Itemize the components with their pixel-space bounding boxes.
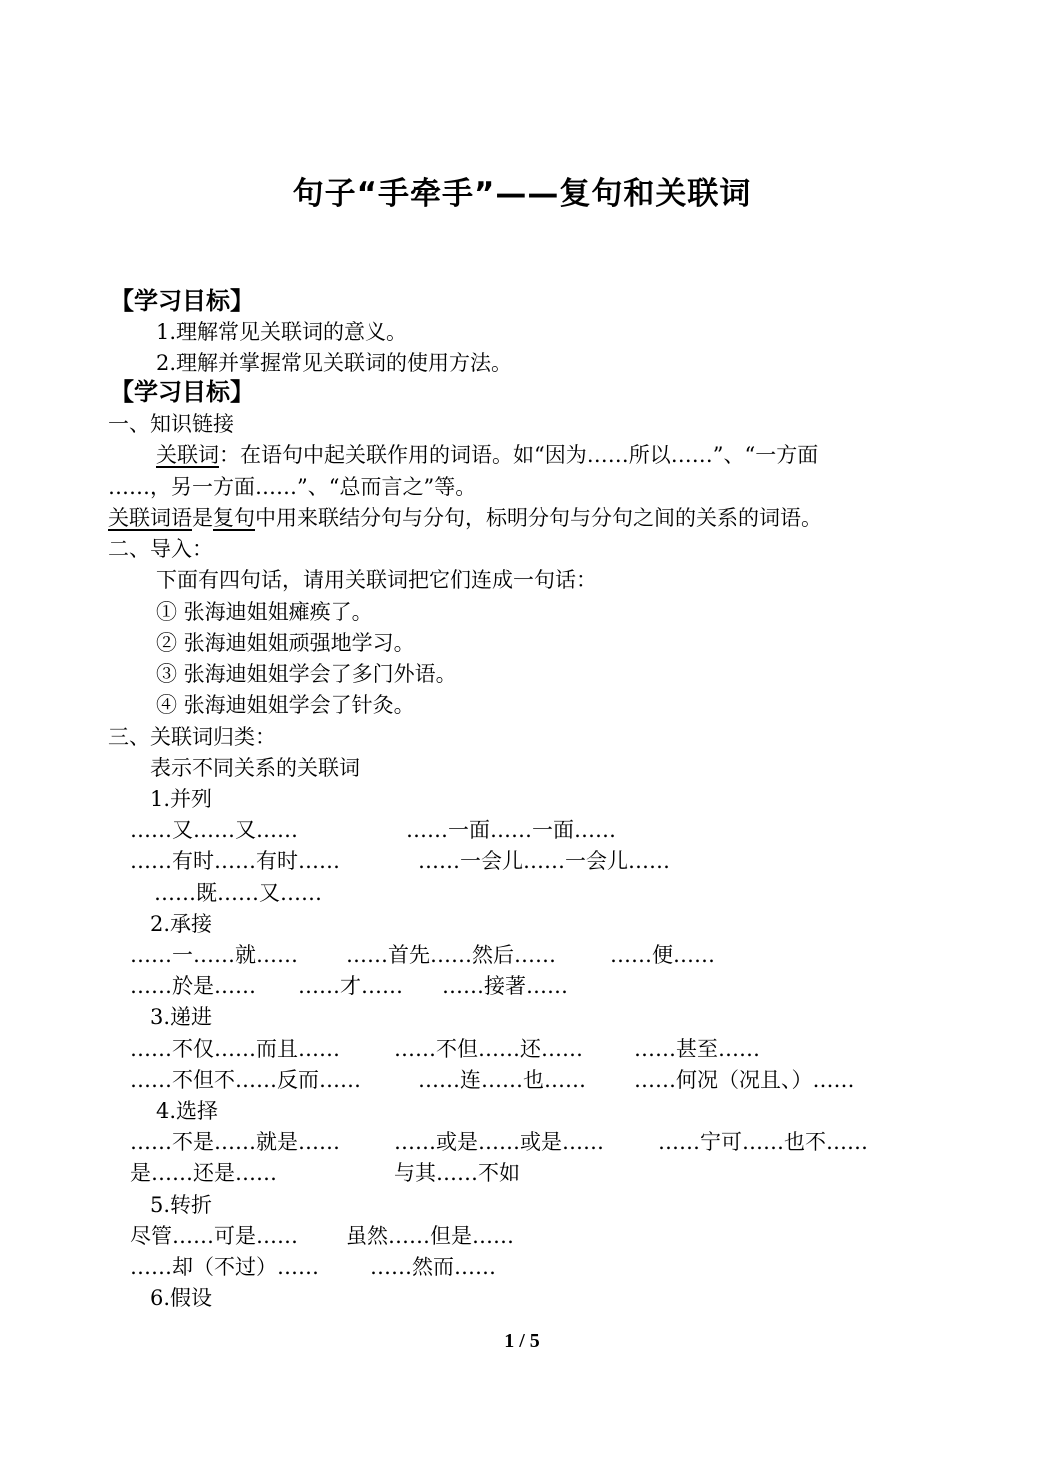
group-label-chengjie: 2.承接 [150, 912, 213, 936]
connective: ……接著…… [442, 974, 568, 998]
goal-item-2: 2.理解并掌握常见关联词的使用方法。 [156, 351, 513, 375]
term-guanlianci: 关联词 [156, 443, 219, 467]
term-guanliancyu: 关联词语 [108, 506, 192, 530]
connective: ……又……又…… [130, 818, 298, 842]
intro-item: ③ 张海迪姐姐学会了多门外语。 [156, 662, 457, 686]
classify-heading: 三、关联词归类： [108, 725, 276, 749]
explanation-mid: 是 [192, 506, 213, 530]
definition-text: ：在语句中起关联作用的词语。如“因为……所以……”、“一方面 [219, 443, 819, 467]
goal-item-1: 1.理解常见关联词的意义。 [156, 320, 408, 344]
connective: ……何况（况且、）…… [634, 1068, 855, 1092]
connective: ……一……就…… [130, 943, 298, 967]
connective: 与其……不如 [394, 1161, 520, 1185]
connective: ……首先……然后…… [346, 943, 556, 967]
section-header-goals: 【学习目标】 [110, 287, 254, 315]
connective: ……不是……就是…… [130, 1130, 340, 1154]
connective: ……不仅……而且…… [130, 1037, 340, 1061]
connective: ……连……也…… [418, 1068, 586, 1092]
connective: ……却（不过）…… [130, 1255, 319, 1279]
section-header-goals-2: 【学习目标】 [110, 378, 254, 406]
classify-subtitle: 表示不同关系的关联词 [150, 756, 360, 780]
connective: ……不但……还…… [394, 1037, 583, 1061]
knowledge-explanation [108, 504, 822, 532]
intro-heading: 二、导入： [108, 537, 213, 561]
explanation-rest: 中用来联结分句与分句，标明分句与分句之间的关系的词语。 [255, 506, 822, 530]
connective: 虽然……但是…… [346, 1224, 514, 1248]
page-title: 句子“手牵手”——复句和关联词 [292, 176, 752, 212]
connective: ……宁可……也不…… [658, 1130, 868, 1154]
group-label-xuanze: 4.选择 [156, 1099, 219, 1123]
group-label-bingl: 1.并列 [150, 787, 213, 811]
connective: ……於是…… [130, 974, 256, 998]
connective: ……一面……一面…… [406, 818, 616, 842]
connective: 是……还是…… [130, 1161, 277, 1185]
intro-prompt: 下面有四句话，请用关联词把它们连成一句话： [156, 568, 597, 592]
connective: ……一会儿……一会儿…… [418, 849, 670, 873]
term-fuju: 复句 [213, 506, 255, 530]
page-number: 1 / 5 [504, 1330, 540, 1352]
connective: ……或是……或是…… [394, 1130, 604, 1154]
connective: ……便…… [610, 943, 715, 967]
connective: ……有时……有时…… [130, 849, 340, 873]
knowledge-heading: 一、知识链接 [108, 412, 234, 436]
connective: ……既……又…… [154, 881, 322, 905]
knowledge-definition-line2: ……，另一方面……”、“总而言之”等。 [108, 475, 477, 499]
intro-item: ④ 张海迪姐姐学会了针灸。 [156, 693, 415, 717]
knowledge-definition [156, 441, 818, 469]
connective: ……然而…… [370, 1255, 496, 1279]
group-label-dijin: 3.递进 [150, 1005, 213, 1029]
intro-item: ① 张海迪姐姐瘫痪了。 [156, 600, 373, 624]
group-label-zhuanzhe: 5.转折 [150, 1193, 213, 1217]
intro-item: ② 张海迪姐姐顽强地学习。 [156, 631, 415, 655]
connective: 尽管……可是…… [130, 1224, 298, 1248]
connective: ……才…… [298, 974, 403, 998]
group-label-jiashe: 6.假设 [150, 1286, 213, 1310]
connective: ……甚至…… [634, 1037, 760, 1061]
connective: ……不但不……反而…… [130, 1068, 361, 1092]
